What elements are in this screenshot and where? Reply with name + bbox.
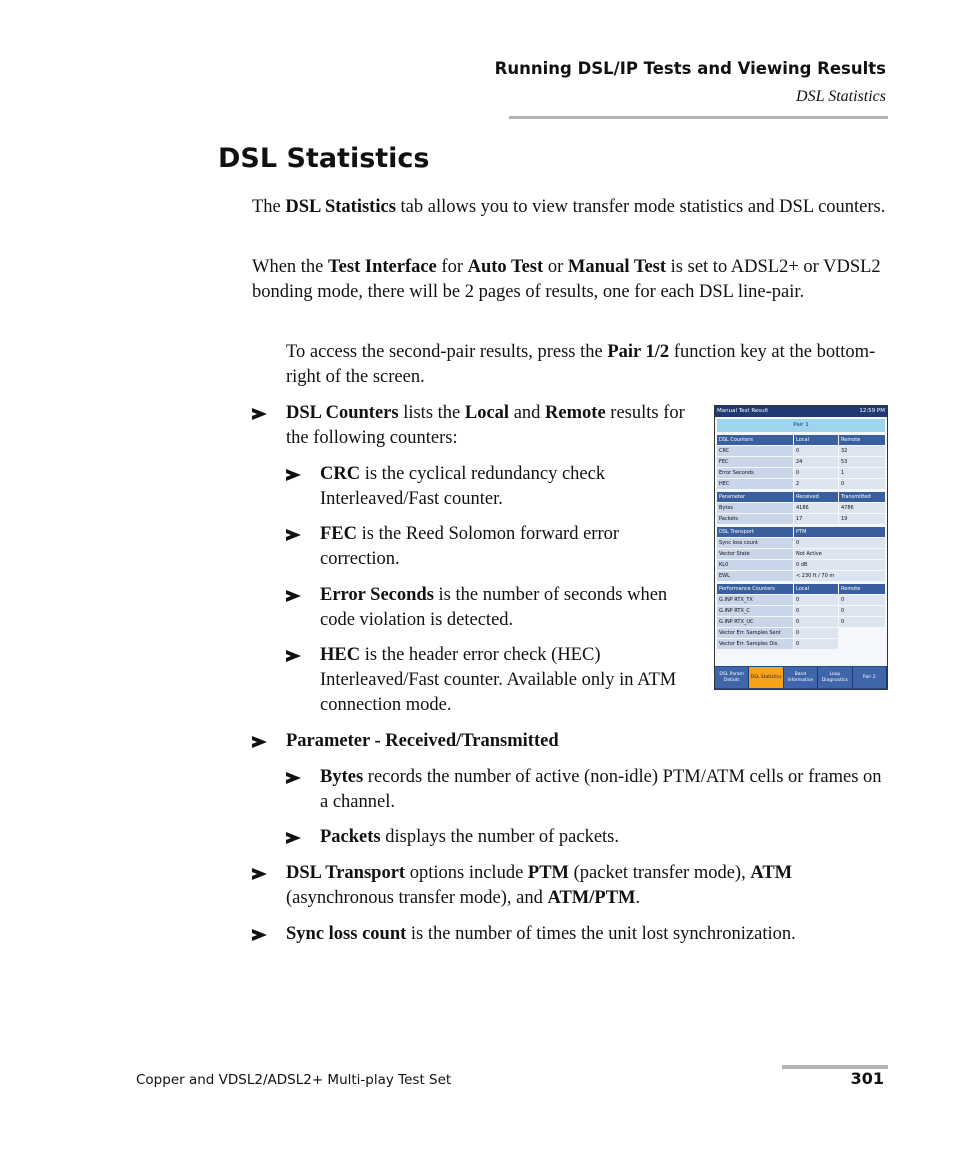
device-cell: CRC xyxy=(717,446,793,456)
bullet-hec: HEC is the header error check (HEC) Interleaved/Fast counter. Available only in ATM connection mode. xyxy=(320,645,677,715)
device-cell: 0 xyxy=(839,606,885,616)
device-cell: 0 dB xyxy=(794,560,885,570)
bullet-crc: CRC is the cyclical redundancy check Interleaved/Fast counter. xyxy=(320,464,606,509)
device-cell: Local xyxy=(794,435,838,445)
device-cell: Remote xyxy=(839,435,885,445)
bullet-dsl-counters: DSL Counters lists the Local and Remote results for the following counters: xyxy=(286,403,685,448)
page-title: DSL Statistics xyxy=(218,143,430,174)
device-titlebar xyxy=(715,406,887,417)
device-title: Manual Test Result xyxy=(717,408,769,414)
device-clock: 12:59 PM xyxy=(859,408,885,414)
pair-paragraph: To access the second-pair results, press the Pair 1/2 function key at the bottom-right of the screen. xyxy=(286,342,876,387)
device-cell: 17 xyxy=(794,514,838,524)
device-cell: 0 xyxy=(839,617,885,627)
bullet-dsl-transport: DSL Transport options include PTM (packet transfer mode), ATM (asynchronous transfer mode), and ATM/PTM. xyxy=(286,863,793,908)
device-cell: Packets xyxy=(717,514,793,524)
bullet-arrow-icon xyxy=(286,772,301,784)
device-cell: 0 xyxy=(794,468,838,478)
device-cell: HEC xyxy=(717,479,793,489)
device-cell: Parameter xyxy=(717,492,793,502)
footer-book-title: Copper and VDSL2/ADSL2+ Multi-play Test Set xyxy=(136,1072,452,1088)
device-cell: < 230 ft / 70 m xyxy=(794,571,885,581)
device-cell: 4786 xyxy=(839,503,885,513)
page-number: 301 xyxy=(850,1069,884,1088)
device-cell: Remote xyxy=(839,584,885,594)
device-cell xyxy=(839,628,885,638)
device-cell: G.INP RTX_TX xyxy=(717,595,793,605)
device-cell: Transmitted xyxy=(839,492,885,502)
bullet-fec: FEC is the Reed Solomon forward error correction. xyxy=(320,524,620,569)
device-cell: Local xyxy=(794,584,838,594)
device-cell xyxy=(839,639,885,649)
device-fkey[interactable]: Loop Diagnostics xyxy=(818,667,852,688)
device-cell: DSL Transport xyxy=(717,527,793,537)
header-rule xyxy=(509,116,888,119)
bullet-arrow-icon xyxy=(286,469,301,481)
device-cell: Received xyxy=(794,492,838,502)
device-cell: 0 xyxy=(839,595,885,605)
bullet-arrow-icon xyxy=(286,832,301,844)
device-cell: Vector Err. Samples Sent xyxy=(717,628,793,638)
running-header-section: DSL Statistics xyxy=(796,88,886,105)
device-cell: DSL Counters xyxy=(717,435,793,445)
device-fkey[interactable]: Pair 2 xyxy=(853,667,887,688)
bullet-packets: Packets displays the number of packets. xyxy=(320,827,620,847)
device-cell: 0 xyxy=(794,628,838,638)
device-cell: 24 xyxy=(794,457,838,467)
device-fkey[interactable]: DSL Statistics xyxy=(749,667,783,688)
bullet-arrow-icon xyxy=(286,590,301,602)
device-cell: 53 xyxy=(839,457,885,467)
bullet-parameter: Parameter - Received/Transmitted xyxy=(286,731,559,751)
device-cell: 4186 xyxy=(794,503,838,513)
device-cell: Vector Err. Samples Dis. xyxy=(717,639,793,649)
bullet-arrow-icon xyxy=(286,650,301,662)
device-cell: 0 xyxy=(794,639,838,649)
bullet-arrow-icon xyxy=(252,929,267,941)
device-cell: Not Active xyxy=(794,549,885,559)
device-cell: 19 xyxy=(839,514,885,524)
bullet-bytes: Bytes records the number of active (non-idle) PTM/ATM cells or frames on a channel. xyxy=(320,767,882,812)
device-cell: KL0 xyxy=(717,560,793,570)
device-cell: 0 xyxy=(794,595,838,605)
device-function-keys xyxy=(715,666,887,689)
device-cell: G.INP RTX_C xyxy=(717,606,793,616)
intro-paragraph: The DSL Statistics tab allows you to view transfer mode statistics and DSL counters. xyxy=(252,197,886,217)
device-cell: 1 xyxy=(839,468,885,478)
device-cell: EWL xyxy=(717,571,793,581)
device-fkey[interactable]: DSL Param Details xyxy=(715,667,749,688)
bullet-arrow-icon xyxy=(252,736,267,748)
running-header-chapter: Running DSL/IP Tests and Viewing Results xyxy=(494,59,886,78)
bullet-arrow-icon xyxy=(252,408,267,420)
device-cell: G.INP RTX_UC xyxy=(717,617,793,627)
device-pair-label: Pair 1 xyxy=(717,419,885,432)
bullet-arrow-icon xyxy=(252,868,267,880)
device-cell: 32 xyxy=(839,446,885,456)
device-screenshot xyxy=(714,405,888,690)
device-cell: Error Seconds xyxy=(717,468,793,478)
device-cell: 0 xyxy=(839,479,885,489)
device-cell: 0 xyxy=(794,446,838,456)
device-cell: Performance Counters xyxy=(717,584,793,594)
device-cell: FEC xyxy=(717,457,793,467)
device-cell: Sync loss count xyxy=(717,538,793,548)
device-cell: 2 xyxy=(794,479,838,489)
bullet-error-seconds: Error Seconds is the number of seconds when code violation is detected. xyxy=(320,585,668,630)
device-cell: Vector State xyxy=(717,549,793,559)
bonding-paragraph: When the Test Interface for Auto Test or Manual Test is set to ADSL2+ or VDSL2 bonding mode, there will be 2 pages of results, one for each DSL line-pair. xyxy=(252,257,881,302)
device-fkey[interactable]: Band Information xyxy=(784,667,818,688)
bullet-sync-loss: Sync loss count is the number of times the unit lost synchronization. xyxy=(286,924,796,944)
device-cell: Bytes xyxy=(717,503,793,513)
device-cell: 0 xyxy=(794,617,838,627)
device-cell: 0 xyxy=(794,606,838,616)
bullet-arrow-icon xyxy=(286,529,301,541)
device-cell: 0 xyxy=(794,538,885,548)
device-cell: PTM xyxy=(794,527,885,537)
